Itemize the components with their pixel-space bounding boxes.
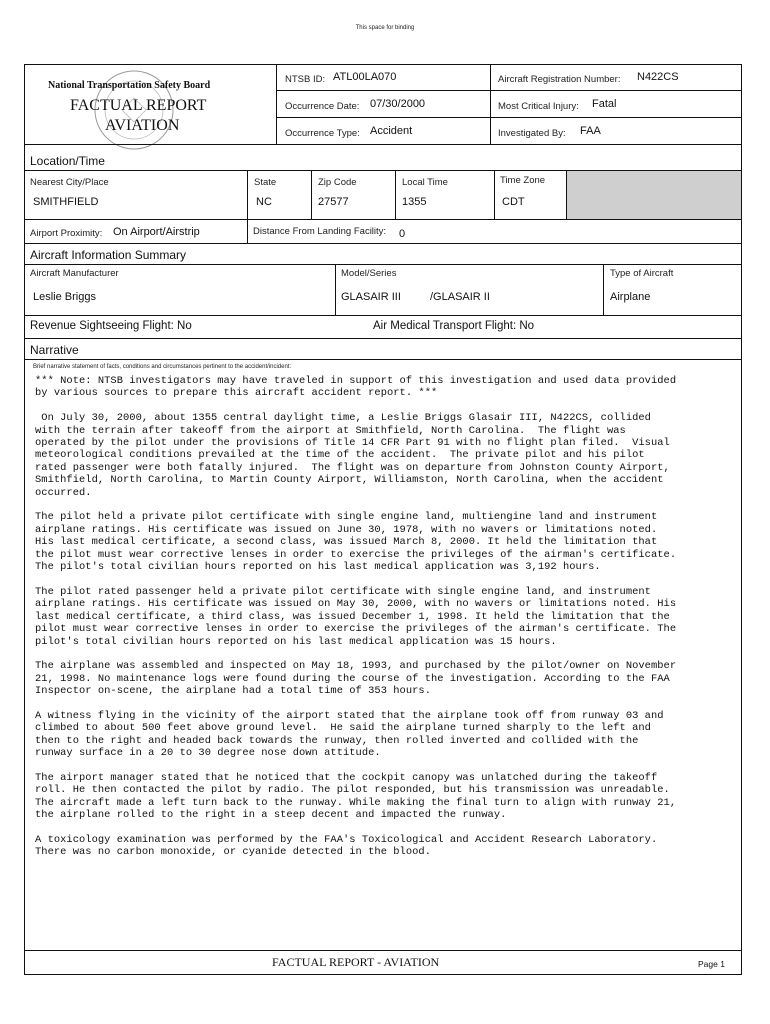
registration-number: N422CS (637, 71, 679, 83)
model-value-b: /GLASAIR II (430, 291, 490, 303)
narrative-line: airplane ratings. His certificate was issued on May 30, 2000, with no wavers or limitations noted. His (35, 598, 677, 611)
narrative-line: operated by the pilot under the provisions of Title 14 CFR Part 91 with no flight plan filed. Visual (35, 437, 670, 450)
narrative-line: The airplane was assembled and inspected on May 18, 1993, and purchased by the pilot/owner on November (35, 660, 677, 673)
investigated-label: Investigated By: (498, 128, 566, 139)
narrative-line: then to the right and headed back towards the runway, then rolled inverted and collided with the (35, 734, 639, 747)
narrative-line (35, 822, 735, 834)
injury-label: Most Critical Injury: (498, 101, 579, 112)
narrative-line: airplane ratings. His certificate was issued on June 30, 1978, with no wavers or limitations noted. (35, 523, 658, 536)
aircraft-line-top (24, 264, 742, 265)
model-label: Model/Series (341, 268, 397, 279)
proximity-value: On Airport/Airstrip (113, 226, 200, 238)
footer-line (24, 950, 742, 951)
narrative-line: Inspector on-scene, the airplane had a total time of 353 hours. (35, 685, 431, 698)
injury-value: Fatal (592, 98, 617, 110)
occurrence-type-label: Occurrence Type: (285, 128, 360, 139)
footer-title: FACTUAL REPORT - AVIATION (272, 955, 440, 969)
narrative-brief-label: Brief narrative statement of facts, conditions and circumstances pertinent to the accident/incident: (33, 364, 292, 370)
loc-col-5 (566, 170, 567, 219)
loc-col-4 (494, 170, 495, 219)
investigated-by: FAA (580, 125, 601, 137)
shaded-cell (566, 171, 741, 219)
state-label: State (254, 177, 277, 188)
binding-note: This space for binding (355, 25, 415, 31)
loc-col-1 (247, 170, 248, 243)
section-narrative: Narrative (30, 343, 79, 357)
narrative-line: A witness flying in the vicinity of the airport stated that the airplane took off from runway 03 and (35, 709, 664, 722)
time-zone-value: CDT (502, 196, 525, 208)
narrative-line: Smithfield, North Carolina, to Martin County Airport, Williamston, North Carolina, when the accident (35, 474, 664, 487)
aircraft-type-label: Type of Aircraft (610, 268, 674, 279)
narrative-line: His last medical certificate, a second class, was issued March 8, 2000. It held the limitation that (35, 536, 658, 549)
loc-col-2 (311, 170, 312, 219)
narrative-line: the pilot must wear corrective lenses in order to exercise the privileges of the airman's certificate. (35, 548, 677, 561)
narrative-line: runway surface in a 20 to 30 degree nose down attitude. (35, 747, 381, 760)
narrative-line (35, 648, 735, 660)
zip-value: 27577 (318, 196, 349, 208)
distance-value: 0 (399, 228, 406, 240)
header-row-line-2 (276, 117, 742, 118)
flight-line-bottom (24, 338, 742, 339)
narrative-line: with the terrain after takeoff from the airport at Smithfield, North Carolina. The flight was (35, 424, 626, 437)
narrative-line (35, 698, 735, 710)
narrative-line: A toxicology examination was performed by the FAA's Toxicological and Accident Research Laboratory. (35, 834, 658, 847)
narrative-line: There was no carbon monoxide, or cyanide detected in the blood. (35, 846, 431, 859)
narrative-line: roll. He then contacted the pilot by radio. The pilot responded, but his transmission was unreadable. (35, 784, 670, 797)
city-label: Nearest City/Place (30, 177, 109, 188)
state-value: NC (256, 196, 272, 208)
ntsb-id-label: NTSB ID: (285, 74, 326, 85)
aircraft-type-value: Airplane (610, 291, 651, 303)
section-aircraft-info: Aircraft Information Summary (30, 248, 187, 262)
location-line-mid (24, 219, 742, 220)
narrative-line: by various sources to prepare this aircraft accident report. *** (35, 387, 438, 400)
occurrence-type: Accident (370, 125, 413, 137)
header-divider-mid (490, 64, 491, 144)
header-bottom-line (24, 144, 742, 145)
narrative-line: pilot must wear corrective lenses in order to exercise the privileges of the airman's certificate. The (35, 623, 677, 636)
manufacturer-value: Leslie Briggs (33, 291, 96, 303)
aircraft-col-1 (335, 264, 336, 315)
narrative-line: the airplane rolled to the right in a steep decent and impacted the runway. (35, 809, 507, 822)
distance-label: Distance From Landing Facility: (253, 226, 387, 237)
section-location-time: Location/Time (30, 154, 105, 168)
narrative-line-top (24, 359, 742, 360)
registration-label: Aircraft Registration Number: (498, 74, 621, 85)
occurrence-date-label: Occurrence Date: (285, 101, 360, 112)
page-number: Page 1 (698, 959, 725, 969)
aircraft-col-2 (603, 264, 604, 315)
city-value: SMITHFIELD (33, 196, 99, 208)
report-subtitle: AVIATION (105, 117, 180, 134)
header-row-line-1 (276, 90, 742, 91)
narrative-line: The pilot held a private pilot certificate with single engine land, multiengine land and instrument (35, 511, 658, 524)
medical-flight-flag: Air Medical Transport Flight: No (373, 320, 535, 332)
narrative-line: The pilot's total civilian hours reported on his last medical application was 3,192 hours. (35, 561, 601, 574)
narrative-line: *** Note: NTSB investigators may have traveled in support of this investigation and used data provided (35, 375, 677, 387)
narrative-body (35, 375, 735, 859)
narrative-line (35, 400, 735, 412)
loc-col-3 (395, 170, 396, 219)
narrative-line: The aircraft made a left turn back to the runway. While making the final turn to align with runway 21, (35, 796, 677, 809)
location-line-bottom (24, 243, 742, 244)
narrative-line: meteorological conditions prevailed at the time of the accident. The private pilot and his pilot (35, 449, 645, 462)
revenue-flight-flag: Revenue Sightseeing Flight: No (30, 320, 192, 332)
narrative-line: last medical certificate, a third class, was issued December 1, 1998. It held the limitation that the (35, 610, 670, 623)
narrative-line: On July 30, 2000, about 1355 central daylight time, a Leslie Briggs Glasair III, N422CS, collided (35, 412, 651, 425)
narrative-line: pilot's total civilian hours reported on his last medical application was 15 hours. (35, 635, 557, 648)
local-time-label: Local Time (402, 177, 448, 188)
local-time-value: 1355 (402, 196, 427, 208)
agency-name: National Transportation Safety Board (48, 80, 211, 91)
zip-label: Zip Code (318, 177, 357, 188)
narrative-line: climbed to about 500 feet above ground level. He said the airplane turned sharply to the left and (35, 722, 651, 735)
narrative-line: The pilot rated passenger held a private pilot certificate with single engine land, and instrument (35, 585, 651, 598)
aircraft-line-bottom (24, 315, 742, 316)
narrative-line: rated passenger were both fatally injured. The flight was on departure from Johnston County Airport, (35, 461, 670, 474)
narrative-line: 21, 1998. No maintenance logs were found during the course of the investigation. According to the FAA (35, 672, 670, 685)
ntsb-id: ATL00LA070 (333, 71, 397, 83)
report-title: FACTUAL REPORT (70, 97, 207, 114)
narrative-line (35, 760, 735, 772)
narrative-line (35, 499, 735, 511)
time-zone-label: Time Zone (500, 175, 546, 186)
narrative-line: occurred. (35, 486, 92, 499)
model-value-a: GLASAIR III (341, 291, 401, 303)
occurrence-date: 07/30/2000 (370, 98, 426, 110)
narrative-line: The airport manager stated that he noticed that the cockpit canopy was unlatched during the takeoff (35, 772, 658, 784)
header-divider-left (276, 64, 277, 144)
manufacturer-label: Aircraft Manufacturer (30, 268, 119, 279)
narrative-line (35, 574, 735, 586)
proximity-label: Airport Proximity: (30, 228, 103, 239)
